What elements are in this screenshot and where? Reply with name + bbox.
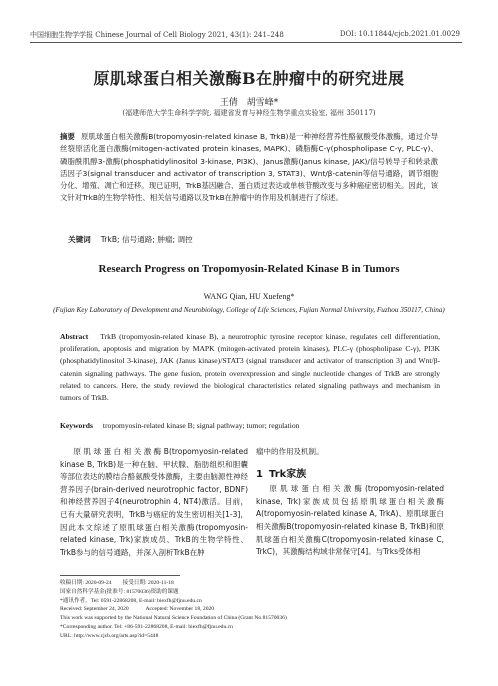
section-title: Trk家族 — [268, 468, 307, 480]
section-heading — [256, 469, 444, 482]
abstract-english-label: Abstract — [60, 332, 89, 341]
footnote-url[interactable]: URL: http://www.cjcb.org/arts.asp?id=5448 — [60, 632, 159, 639]
body-column-left — [60, 446, 248, 559]
section-number: 1 — [256, 468, 263, 480]
keywords-chinese-text: TrkB; 信号通路; 肿瘤; 调控 — [100, 235, 193, 244]
running-header-doi: DOI: 10.11844/cjcb.2021.01.0029 — [339, 30, 460, 38]
abstract-chinese-label: 摘要 — [60, 132, 75, 141]
title-english: Research Progress on Tropomyosin-Related Kinase B in Tumors — [98, 263, 400, 275]
abstract-english-text: TrkB (tropomyosin-related kinase B), a neurotrophic tyrosine receptor kinase, regulates cell differentiation, proliferation, apoptosis and migration by MAPK (mitogen-activated protein kinases), PLC-γ (phospholipase C-γ), PI3K (phosphatidylinositol 3-kinase), JAK (Janus kinase)/STAT3 (signal transducer and activator of transcription 3) and Wnt/β-catenin signaling pathways. The gene fusion, protein overexpression and single nucleotide changes of TrkB are strongly related to cancers. Here, the study reviewd the biological characteristics related signaling pathways and mechanism in tumors of TrkB. — [60, 332, 440, 403]
footnote-corresponding-cn: *通讯作者。Tel: 0591-22868208, E-mail: biexfh@fjnu.edu.cn — [60, 597, 202, 604]
authors-chinese: 王倩 胡雪峰* — [219, 98, 279, 108]
footnote-received-en: Received: September 24, 2020 Accepted: November 18, 2020 — [60, 606, 215, 613]
title-chinese: 原肌球蛋白相关激酶B在肿瘤中的研究进展 — [93, 69, 405, 88]
affiliation-english: (Fujian Key Laboratory of Development and Neurobiology, College of Life Sciences, Fujian Normal University, Fuzhou 350117, China) — [53, 306, 445, 314]
keywords-english-text: tropomyosin-related kinase B; signal pathway; tumor; regulation — [102, 421, 300, 430]
body-paragraph-continued: 瘤中的作用及机制。 — [256, 447, 324, 456]
keywords-english — [60, 421, 440, 430]
body-column-right — [256, 446, 444, 559]
footnote-received-cn: 收稿日期: 2020-09-24 接受日期: 2020-11-18 — [60, 580, 174, 586]
keywords-chinese-label: 关键词 — [68, 235, 91, 244]
keywords-chinese — [68, 234, 438, 245]
body-paragraph: 原肌球蛋白相关激酶B(tropomyosin-related kinase B, TrkB)是一种在脑、甲状腺、脂肪组织和胆囊等部位表达的膜结合酪氨酸受体激酶，主要由脑源性神经营养因子(brain-derived neurotrophic factor, BDNF)和神经营养因子4(neurotrophin 4, NT4)激活。目前，已有大量研究表明，TrkB与癌症的发生密切相关[1-3]，因此本文综述了原肌球蛋白相关激酶(tropomyosin-related kinase, Trk)家族成员、TrkB的生物学特性、TrkB参与的信号通路，并深入剖析TrkB在肿 — [60, 447, 248, 557]
running-header-journal: 中国细胞生物学学报 Chinese Journal of Cell Biology 2021, 43(1): 241–248 — [30, 31, 284, 39]
footnote-rule — [60, 575, 180, 576]
footnotes — [60, 579, 460, 641]
keywords-english-label: Keywords — [60, 421, 93, 430]
abstract-chinese — [60, 131, 438, 205]
footnote-corresponding-en: *Corresponding author. Tel: +86-591-22868208, E-mail: biexfh@fjnu.edu.cn — [60, 623, 233, 630]
footnote-fund-cn: 国家自然科学基金(批准号: 81570036)资助的课题 — [60, 588, 179, 595]
header-rule — [30, 42, 462, 43]
abstract-chinese-text: 原肌球蛋白相关激酶B(tropomyosin-related kinase B, TrkB)是一种神经营养性酪氨酸受体激酶，通过介导丝裂原活化蛋白激酶(mitogen-activated protein kinases, MAPK)、磷脂酶C-γ(phospholipase C-γ, PLC-γ)、磷脂酰肌醇3-激酶(phosphatidylinositol 3-kinase, PI3K)、Janus激酶(Janus kinase, JAK)/信号转导子和转录激活因子3(signal transducer and activator of transcription 3, STAT3)、Wnt/β-catenin等信号通路，调节细胞分化、增殖、凋亡和迁移。现已证明，TrkB基因融合、蛋白质过表达或单核苷酸改变与多种癌症密切相关。因此，该文针对TrkB的生物学特性、相关信号通路以及TrkB在肿瘤中的作用及机制进行了综述。 — [60, 132, 438, 203]
footnote-fund-en: This work was supported by the National Natural Science Foundation of China (Grant No.81570036) — [60, 615, 287, 622]
abstract-english — [60, 331, 440, 404]
body-paragraph: 原肌球蛋白相关激酶(tropomyosin-related kinase, Trk)家族成员包括原肌球蛋白相关激酶A(tropomyosin-related kinase A, TrkA)、原肌球蛋白相关激酶B(tropomyosin-related kinase B, TrkB)和原肌球蛋白相关激酶C(tropomyosin-related kinase C, TrkC)，其激酶结构域非常保守[4]。与Trks受体相 — [256, 484, 444, 557]
authors-english: WANG Qian, HU Xuefeng* — [203, 292, 295, 301]
affiliation-chinese: (福建师范大学生命科学学院, 福建省发育与神经生物学重点实验室, 福州 350117) — [122, 109, 376, 117]
